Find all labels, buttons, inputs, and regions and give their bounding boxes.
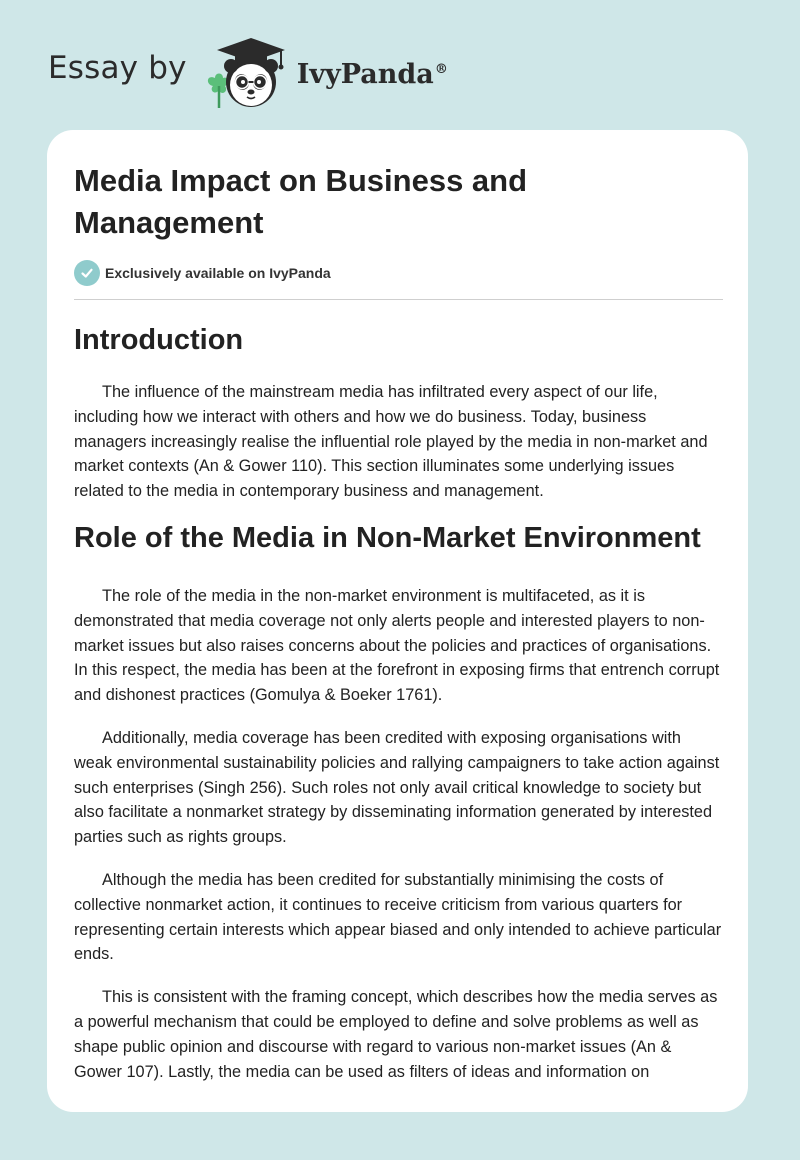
paragraph: Additionally, media coverage has been credited with exposing organisations with weak environmental sustainability policies and rallying campaigners to take action against such enterprises (Singh 256). Such roles not only avail critical knowledge to society but also facilitate a nonmarket strategy by disseminating information generated by interested parties such as rights groups. (74, 728, 720, 847)
brand-name: IvyPanda® (296, 58, 448, 90)
brand-header (48, 34, 448, 114)
paragraph: The role of the media in the non-market environment is multifaceted, as it is demonstrated that media coverage not only alerts people and interested players to non-market issues but also raises concerns about the policies and practices of organisations. In this respect, the media has been at the forefront in exposing firms that entrench corrupt and dishonest practices (Gomulya & Boeker 1761). (74, 586, 720, 705)
brand-prefix: Essay by (48, 50, 187, 86)
article-card (47, 130, 748, 1112)
article-content (74, 160, 723, 1084)
paragraph: Although the media has been credited for substantially minimising the costs of collective nonmarket action, it continues to receive criticism from various quarters for representing certain interests which appear biased and only intended to achieve particular ends. (74, 870, 722, 964)
divider (74, 299, 723, 300)
paragraph: This is consistent with the framing concept, which describes how the media serves as a powerful mechanism that could be employed to define and solve problems as well as shape public opinion and discourse with regard to various non-market issues (An & Gower 107). Lastly, the media can be used as filters of ideas and information on (74, 988, 718, 1081)
registered-mark: ® (434, 61, 448, 77)
panda-logo-icon (201, 34, 293, 114)
section-heading-role-of-media: Role of the Media in Non-Market Environment (74, 521, 701, 554)
checkmark-icon (74, 260, 100, 286)
section-heading-introduction: Introduction (74, 324, 244, 356)
exclusive-badge (74, 259, 723, 287)
page-title: Media Impact on Business and Management (74, 163, 528, 240)
exclusive-badge-label: Exclusively available on IvyPanda (105, 265, 331, 281)
paragraph: The influence of the mainstream media has infiltrated every aspect of our life, including how we interact with others and how we do business. Today, business managers increasingly realise the influential role played by the media in non-market and market contexts (An & Gower 110). This section illuminates some underlying issues related to the media in contemporary business and management. (74, 383, 708, 501)
